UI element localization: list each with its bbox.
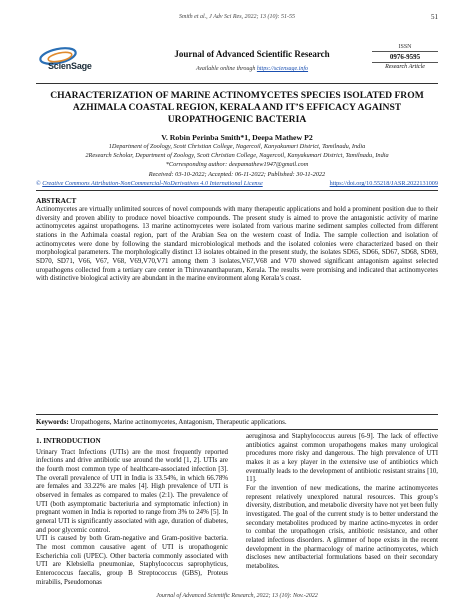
header-divider <box>36 83 438 84</box>
running-head: Smith et al., J Adv Sci Res, 2022; 13 (10): 51-55 <box>178 14 296 20</box>
license-divider <box>36 190 438 191</box>
left-column <box>36 437 228 587</box>
abstract-heading: ABSTRACT <box>36 196 77 205</box>
license-row <box>36 180 438 187</box>
intro-paragraph-4: For the invention of new medications, the marine actinomycetes represent relatively unexplored natural resources. This group’s diversity, distribution, and metabolic diversity have not yet been fully investigated. The goal of the current study is to better understand the secondary metabolites produced by marine actino-mycetes in order to combat the uropathogen crisis, antibiotic resistance, and other related infectious disorders. A glimmer of hope exists in the recent development in the pharmacology of marine actinomycetes, which discloses new antibacterial formulations based on their secondary metabolites. <box>246 484 438 570</box>
availability-text: Available online through <box>195 66 256 72</box>
intro-paragraph-2: UTI is caused by both Gram-negative and Gram-positive bacteria. The most common causative agent of UTI is uropathogenic Escherichia coli (UPEC). Other bacteria commonly associated with UTI are Klebsiella pneumoniae, Staphylococcus saprophyticus, Enterococcus faecalis, group B Streptococcus (GBS), Proteus mirabilis, Pseudomonas <box>36 535 228 586</box>
intro-paragraph-1: Urinary Tract Infections (UTIs) are the most frequently reported infections and drive antibiotic use around the world [1, 2]. UTIs are the fourth most common type of healthcare-associated infection [3]. The overall prevalence of UTI in India is 33.54%, in which 66.78% are females and 33.22% are males [4]. High prevalence of UTI is observed in females as compared to males (2:1). The prevalence of UTI (both asymptomatic bacteriuria and symptomatic infection) in pregnant women in India is reported to range from 3% to 24% [5]. In general UTI is significantly associated with age, duration of diabetes, and poor glycemic control. <box>36 448 228 534</box>
journal-availability <box>138 66 366 72</box>
affiliation-2: 2Research Scholar, Department of Zoology, Scott Christian College, Nagercoil, Kanyakumari District, Tamilnadu, India <box>85 152 389 159</box>
article-title: CHARACTERIZATION OF MARINE ACTINOMYCETES SPECIES ISOLATED FROM AZHIMALA COASTAL REGION, KERALA AND IT’S EFFICACY AGAINST UROPATHOGENIC BACTERIA <box>50 90 424 125</box>
authors: V. Robin Perinba Smith*1, Deepa Mathew P2 <box>161 133 313 142</box>
journal-header <box>36 44 438 82</box>
copyright-symbol: © <box>36 180 41 187</box>
page-footer: Journal of Advanced Scientific Research, 2022; 13 (10): Nov.-2022 <box>156 593 318 599</box>
keywords-label: Keywords: <box>36 418 69 426</box>
journal-title: Journal of Advanced Scientific Research <box>174 49 330 59</box>
intro-paragraph-3: aeruginosa and Staphylococcus aureus [6-9]. The lack of effective antibiotics against common uropathogens makes many urological procedures more risky and dangerous. The high prevalence of UTI makes it as a key player in the extensive use of antibiotics which eventually leads to the development of antibiotic resistant strains [10, 11]. <box>246 433 438 484</box>
keywords-divider <box>36 429 438 430</box>
affiliation-1: 1Department of Zoology, Scott Christian College, Nagercoil, Kanyakumari District, Tamilnadu, India <box>108 143 366 150</box>
article-type: Research Article <box>385 64 425 70</box>
keywords-text: Uropathogens, Marine actinomycetes, Antagonism, Therapeutic applications. <box>70 418 287 426</box>
doi-link[interactable]: https://doi.org/10.55218/JASR.2022131009 <box>329 180 438 187</box>
issn-label: ISSN <box>398 44 412 50</box>
abstract-text: Actinomycetes are virtually unlimited sources of novel compounds with many therapeutic applications and hold a prominent position due to their diversity and proven ability to produce novel bioactive compounds. The present study is aimed to prove the antagonistic activity of marine actinomycetes against uropathogens. 13 marine actinomycetes were isolated from various marine sediment samples collected from different stations in the Azhimala coastal region, part of the Arabian Sea on the western coast of India. The sample collection and isolation of actinomycetes were done by following the standard microbiological methods and the isolated colonies were characterized based on their morphological parameters. The morphologically distinct 13 isolates obtained in the present study, the isolates SD65, SD66, SD67, SD68, SD69, SD70, SD71, V66, V67, V68, V69,V70,V71 among them 3 isolates,V67,V68 and V70 showed significant antagonism against selected uropathogens collected from a tertiary care center in Thiruvananthapuram, Kerala. The results were promising and indicated that actinomycetes with distinctive biological activity are abundant in the marine environment along Kerala’s coast. <box>36 206 438 283</box>
introduction-heading: 1. INTRODUCTION <box>36 437 101 445</box>
issn-number: 0976-9595 <box>372 51 438 63</box>
abstract-divider <box>36 414 438 415</box>
journal-url-link[interactable]: https://sciensage.info <box>256 66 309 72</box>
corresponding-author: *Corresponding author: deepamathew1947@gmail.com <box>165 161 309 168</box>
sciensage-logo <box>36 46 100 76</box>
keywords <box>36 418 438 426</box>
license-link[interactable]: Creative Commons Attribution-NonCommercial-NoDerivatives 4.0 International License <box>42 180 263 187</box>
article-dates: Received: 03-10-2022; Accepted: 06-11-2022; Published: 30-11-2022 <box>148 171 326 178</box>
issn-box <box>372 44 438 70</box>
page-number: 51 <box>431 13 438 21</box>
logo-text: ScienSage <box>48 61 92 71</box>
right-column <box>246 433 438 572</box>
